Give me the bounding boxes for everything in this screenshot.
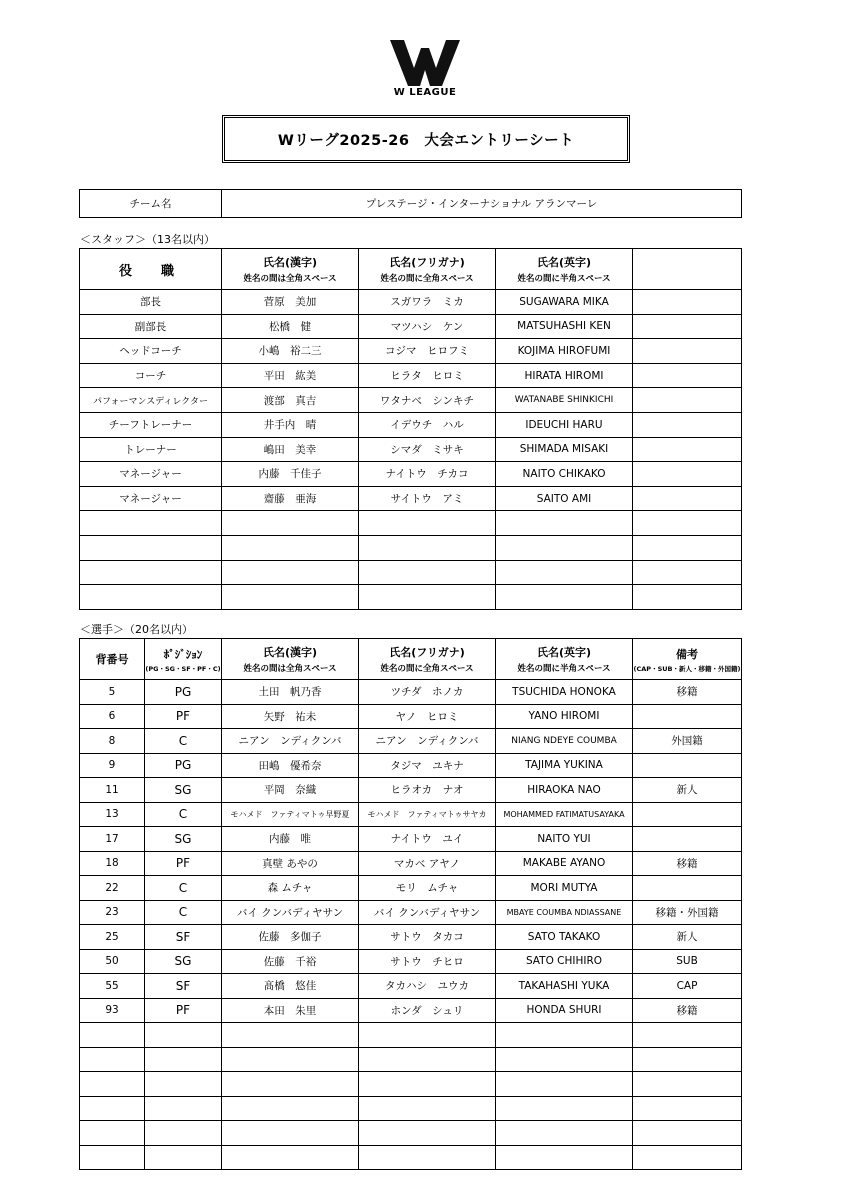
empty-cell	[359, 1072, 496, 1097]
staff-name-kanji: 小嶋 裕二三	[222, 339, 359, 364]
player-name-kana: ナイトウ ユイ	[359, 827, 496, 852]
player-row	[80, 876, 742, 901]
player-number: 17	[80, 827, 145, 852]
player-name-english: MBAYE COUMBA NDIASSANE	[496, 900, 633, 925]
player-name-kanji: 髙橋 悠佳	[222, 974, 359, 999]
staff-name-kana: マツハシ ケン	[359, 314, 496, 339]
player-name-kana: ヒラオカ ナオ	[359, 778, 496, 803]
player-name-english: HONDA SHURI	[496, 998, 633, 1023]
empty-cell	[80, 1096, 145, 1121]
empty-cell	[222, 1145, 359, 1170]
staff-name-kanji: 井手内 晴	[222, 412, 359, 437]
staff-role: コーチ	[80, 363, 222, 388]
staff-extra	[633, 290, 742, 315]
empty-cell	[222, 560, 359, 585]
empty-cell	[80, 1023, 145, 1048]
empty-cell	[496, 1145, 633, 1170]
player-remarks: 移籍	[633, 998, 742, 1023]
player-position: SG	[145, 949, 222, 974]
player-name-english: TAJIMA YUKINA	[496, 753, 633, 778]
empty-cell	[80, 535, 222, 560]
player-position: SF	[145, 925, 222, 950]
staff-row-empty	[80, 535, 742, 560]
staff-role: トレーナー	[80, 437, 222, 462]
player-name-english: MOHAMMED FATIMATUSAYAKA	[496, 802, 633, 827]
staff-role: 部長	[80, 290, 222, 315]
empty-cell	[633, 511, 742, 536]
player-row	[80, 851, 742, 876]
empty-cell	[222, 1023, 359, 1048]
staff-name-english: HIRATA HIROMI	[496, 363, 633, 388]
player-name-kanji: ニアン ンディクンバ	[222, 729, 359, 754]
player-name-kanji: バイ クンバディヤサン	[222, 900, 359, 925]
player-row	[80, 900, 742, 925]
player-position: PF	[145, 851, 222, 876]
empty-cell	[359, 560, 496, 585]
staff-row-empty	[80, 585, 742, 610]
player-name-kanji: 内藤 唯	[222, 827, 359, 852]
player-name-kanji: 矢野 祐未	[222, 704, 359, 729]
players-header-row	[80, 639, 742, 680]
staff-header-kanji: 氏名(漢字) 姓名の間は全角スペース	[222, 249, 359, 290]
staff-extra	[633, 388, 742, 413]
player-position: C	[145, 900, 222, 925]
player-number: 93	[80, 998, 145, 1023]
player-name-kanji: 佐藤 多伽子	[222, 925, 359, 950]
player-name-kana: タカハシ ユウカ	[359, 974, 496, 999]
player-name-kanji: 真壁 あやの	[222, 851, 359, 876]
staff-name-english: NAITO CHIKAKO	[496, 462, 633, 487]
w-logo-icon	[390, 40, 460, 86]
player-number: 11	[80, 778, 145, 803]
empty-cell	[80, 1047, 145, 1072]
empty-cell	[222, 535, 359, 560]
empty-cell	[633, 1047, 742, 1072]
player-remarks: CAP	[633, 974, 742, 999]
staff-header-row	[80, 249, 742, 290]
player-name-kana: サトウ チヒロ	[359, 949, 496, 974]
staff-extra	[633, 314, 742, 339]
player-position: SG	[145, 827, 222, 852]
staff-row	[80, 314, 742, 339]
empty-cell	[145, 1145, 222, 1170]
staff-name-kanji: 松橋 健	[222, 314, 359, 339]
empty-cell	[496, 560, 633, 585]
empty-cell	[359, 1023, 496, 1048]
player-name-kanji: 佐藤 千裕	[222, 949, 359, 974]
empty-cell	[222, 585, 359, 610]
staff-extra	[633, 412, 742, 437]
staff-row	[80, 388, 742, 413]
player-name-kana: ホンダ シュリ	[359, 998, 496, 1023]
player-row-empty	[80, 1145, 742, 1170]
staff-extra	[633, 363, 742, 388]
empty-cell	[145, 1072, 222, 1097]
empty-cell	[633, 1145, 742, 1170]
team-name-value: プレステージ・インターナショナル アランマーレ	[222, 190, 742, 218]
staff-extra	[633, 339, 742, 364]
team-name-table	[79, 189, 742, 218]
staff-header-english: 氏名(英字) 姓名の間に半角スペース	[496, 249, 633, 290]
empty-cell	[633, 585, 742, 610]
player-remarks: 新人	[633, 925, 742, 950]
player-number: 5	[80, 680, 145, 705]
empty-cell	[222, 1121, 359, 1146]
title-text: Wリーグ2025-26 大会エントリーシート	[277, 132, 575, 149]
player-number: 23	[80, 900, 145, 925]
player-number: 18	[80, 851, 145, 876]
staff-header-kana: 氏名(フリガナ) 姓名の間に全角スペース	[359, 249, 496, 290]
empty-cell	[80, 511, 222, 536]
staff-name-kanji: 渡部 真吉	[222, 388, 359, 413]
player-number: 9	[80, 753, 145, 778]
empty-cell	[80, 560, 222, 585]
player-position: C	[145, 802, 222, 827]
player-name-english: HIRAOKA NAO	[496, 778, 633, 803]
staff-row	[80, 290, 742, 315]
player-name-kanji: 平岡 奈織	[222, 778, 359, 803]
player-number: 25	[80, 925, 145, 950]
staff-name-kana: サイトウ アミ	[359, 486, 496, 511]
player-name-kana: ニアン ンディクンバ	[359, 729, 496, 754]
staff-name-kana: ワタナベ シンキチ	[359, 388, 496, 413]
staff-role: パフォーマンスディレクター	[80, 388, 222, 413]
staff-name-english: WATANABE SHINKICHI	[496, 388, 633, 413]
player-remarks: 新人	[633, 778, 742, 803]
staff-name-english: KOJIMA HIROFUMI	[496, 339, 633, 364]
empty-cell	[633, 1072, 742, 1097]
staff-extra	[633, 437, 742, 462]
staff-row-empty	[80, 560, 742, 585]
player-row-empty	[80, 1047, 742, 1072]
empty-cell	[496, 1121, 633, 1146]
player-name-kanji: 田嶋 優希奈	[222, 753, 359, 778]
staff-extra	[633, 462, 742, 487]
empty-cell	[359, 1121, 496, 1146]
staff-name-english: MATSUHASHI KEN	[496, 314, 633, 339]
staff-name-kana: ヒラタ ヒロミ	[359, 363, 496, 388]
staff-name-kanji: 平田 紘美	[222, 363, 359, 388]
team-name-label: チーム名	[80, 190, 222, 218]
staff-name-kana: スガワラ ミカ	[359, 290, 496, 315]
staff-role: ヘッドコーチ	[80, 339, 222, 364]
player-name-kana: モリ ムチャ	[359, 876, 496, 901]
player-remarks	[633, 876, 742, 901]
player-row	[80, 729, 742, 754]
staff-role: マネージャー	[80, 486, 222, 511]
player-row-empty	[80, 1121, 742, 1146]
empty-cell	[359, 535, 496, 560]
logo-text: W LEAGUE	[393, 87, 457, 98]
player-position: C	[145, 729, 222, 754]
empty-cell	[145, 1121, 222, 1146]
empty-cell	[145, 1047, 222, 1072]
empty-cell	[80, 585, 222, 610]
empty-cell	[633, 1121, 742, 1146]
player-name-kanji: 土田 帆乃香	[222, 680, 359, 705]
player-number: 8	[80, 729, 145, 754]
staff-name-english: SAITO AMI	[496, 486, 633, 511]
player-number: 6	[80, 704, 145, 729]
player-name-english: SATO CHIHIRO	[496, 949, 633, 974]
staff-row	[80, 462, 742, 487]
player-number: 55	[80, 974, 145, 999]
player-number: 13	[80, 802, 145, 827]
players-table	[79, 638, 742, 1170]
player-name-english: TSUCHIDA HONOKA	[496, 680, 633, 705]
player-position: C	[145, 876, 222, 901]
empty-cell	[222, 1096, 359, 1121]
empty-cell	[496, 1047, 633, 1072]
empty-cell	[359, 585, 496, 610]
staff-name-english: SHIMADA MISAKI	[496, 437, 633, 462]
player-name-english: YANO HIROMI	[496, 704, 633, 729]
players-header-number: 背番号	[80, 639, 145, 680]
player-remarks: SUB	[633, 949, 742, 974]
staff-section-label: ＜スタッフ＞（13名以内）	[80, 233, 215, 246]
player-remarks: 移籍	[633, 680, 742, 705]
player-name-kana: バイ クンバディヤサン	[359, 900, 496, 925]
player-position: PF	[145, 998, 222, 1023]
player-row-empty	[80, 1023, 742, 1048]
staff-name-kanji: 菅原 美加	[222, 290, 359, 315]
player-name-english: TAKAHASHI YUKA	[496, 974, 633, 999]
player-remarks: 移籍・外国籍	[633, 900, 742, 925]
empty-cell	[222, 511, 359, 536]
empty-cell	[222, 1047, 359, 1072]
player-name-kanji: モハメド ファティマトゥ早野夏	[222, 802, 359, 827]
staff-header-role: 役 職	[80, 249, 222, 290]
empty-cell	[359, 1047, 496, 1072]
player-position: SF	[145, 974, 222, 999]
player-row-empty	[80, 1072, 742, 1097]
staff-extra	[633, 486, 742, 511]
empty-cell	[496, 1096, 633, 1121]
player-name-kanji: 森 ムチャ	[222, 876, 359, 901]
players-header-remarks: 備考 (CAP・SUB・新人・移籍・外国籍)	[633, 639, 742, 680]
staff-header-blank	[633, 249, 742, 290]
empty-cell	[633, 1023, 742, 1048]
empty-cell	[633, 535, 742, 560]
empty-cell	[359, 1096, 496, 1121]
staff-row	[80, 339, 742, 364]
staff-name-kana: シマダ ミサキ	[359, 437, 496, 462]
player-name-english: SATO TAKAKO	[496, 925, 633, 950]
empty-cell	[496, 585, 633, 610]
player-remarks: 移籍	[633, 851, 742, 876]
empty-cell	[80, 1145, 145, 1170]
players-section-label: ＜選手＞（20名以内）	[80, 623, 193, 636]
empty-cell	[496, 1023, 633, 1048]
player-name-kana: タジマ ユキナ	[359, 753, 496, 778]
player-position: SG	[145, 778, 222, 803]
player-row	[80, 949, 742, 974]
player-remarks: 外国籍	[633, 729, 742, 754]
empty-cell	[145, 1023, 222, 1048]
staff-name-english: IDEUCHI HARU	[496, 412, 633, 437]
player-row	[80, 753, 742, 778]
player-row	[80, 998, 742, 1023]
empty-cell	[633, 560, 742, 585]
player-row	[80, 925, 742, 950]
player-row	[80, 974, 742, 999]
empty-cell	[496, 535, 633, 560]
staff-name-kanji: 内藤 千佳子	[222, 462, 359, 487]
players-header-position: ﾎﾟｼﾞｼｮﾝ (PG・SG・SF・PF・C)	[145, 639, 222, 680]
player-name-english: NIANG NDEYE COUMBA	[496, 729, 633, 754]
player-row	[80, 778, 742, 803]
player-name-kanji: 本田 朱里	[222, 998, 359, 1023]
staff-table	[79, 248, 742, 610]
empty-cell	[496, 511, 633, 536]
player-remarks	[633, 827, 742, 852]
empty-cell	[222, 1072, 359, 1097]
empty-cell	[359, 511, 496, 536]
staff-row	[80, 363, 742, 388]
players-header-english: 氏名(英字) 姓名の間に半角スペース	[496, 639, 633, 680]
player-name-kana: ツチダ ホノカ	[359, 680, 496, 705]
w-league-logo	[375, 40, 475, 110]
player-position: PG	[145, 680, 222, 705]
player-name-english: NAITO YUI	[496, 827, 633, 852]
staff-row-empty	[80, 511, 742, 536]
player-position: PG	[145, 753, 222, 778]
staff-role: チーフトレーナー	[80, 412, 222, 437]
staff-name-kanji: 齋藤 亜海	[222, 486, 359, 511]
empty-cell	[496, 1072, 633, 1097]
player-row	[80, 704, 742, 729]
player-remarks	[633, 753, 742, 778]
staff-name-kana: コジマ ヒロフミ	[359, 339, 496, 364]
player-row	[80, 827, 742, 852]
player-remarks	[633, 704, 742, 729]
player-row-empty	[80, 1096, 742, 1121]
empty-cell	[80, 1072, 145, 1097]
empty-cell	[359, 1145, 496, 1170]
staff-row	[80, 412, 742, 437]
player-name-english: MORI MUTYA	[496, 876, 633, 901]
player-name-kana: サトウ タカコ	[359, 925, 496, 950]
empty-cell	[145, 1096, 222, 1121]
page-title	[222, 115, 630, 163]
staff-name-kana: ナイトウ チカコ	[359, 462, 496, 487]
player-name-kana: モハメド ファティマトゥサヤカ	[359, 802, 496, 827]
staff-row	[80, 437, 742, 462]
staff-name-kana: イデウチ ハル	[359, 412, 496, 437]
player-name-kana: ヤノ ヒロミ	[359, 704, 496, 729]
player-number: 22	[80, 876, 145, 901]
staff-row	[80, 486, 742, 511]
player-name-english: MAKABE AYANO	[496, 851, 633, 876]
player-remarks	[633, 802, 742, 827]
staff-role: 副部長	[80, 314, 222, 339]
player-name-kana: マカベ アヤノ	[359, 851, 496, 876]
players-header-kanji: 氏名(漢字) 姓名の間は全角スペース	[222, 639, 359, 680]
staff-name-english: SUGAWARA MIKA	[496, 290, 633, 315]
staff-role: マネージャー	[80, 462, 222, 487]
players-header-kana: 氏名(フリガナ) 姓名の間に全角スペース	[359, 639, 496, 680]
empty-cell	[633, 1096, 742, 1121]
player-position: PF	[145, 704, 222, 729]
player-row	[80, 680, 742, 705]
player-row	[80, 802, 742, 827]
staff-name-kanji: 嶋田 美幸	[222, 437, 359, 462]
player-number: 50	[80, 949, 145, 974]
empty-cell	[80, 1121, 145, 1146]
